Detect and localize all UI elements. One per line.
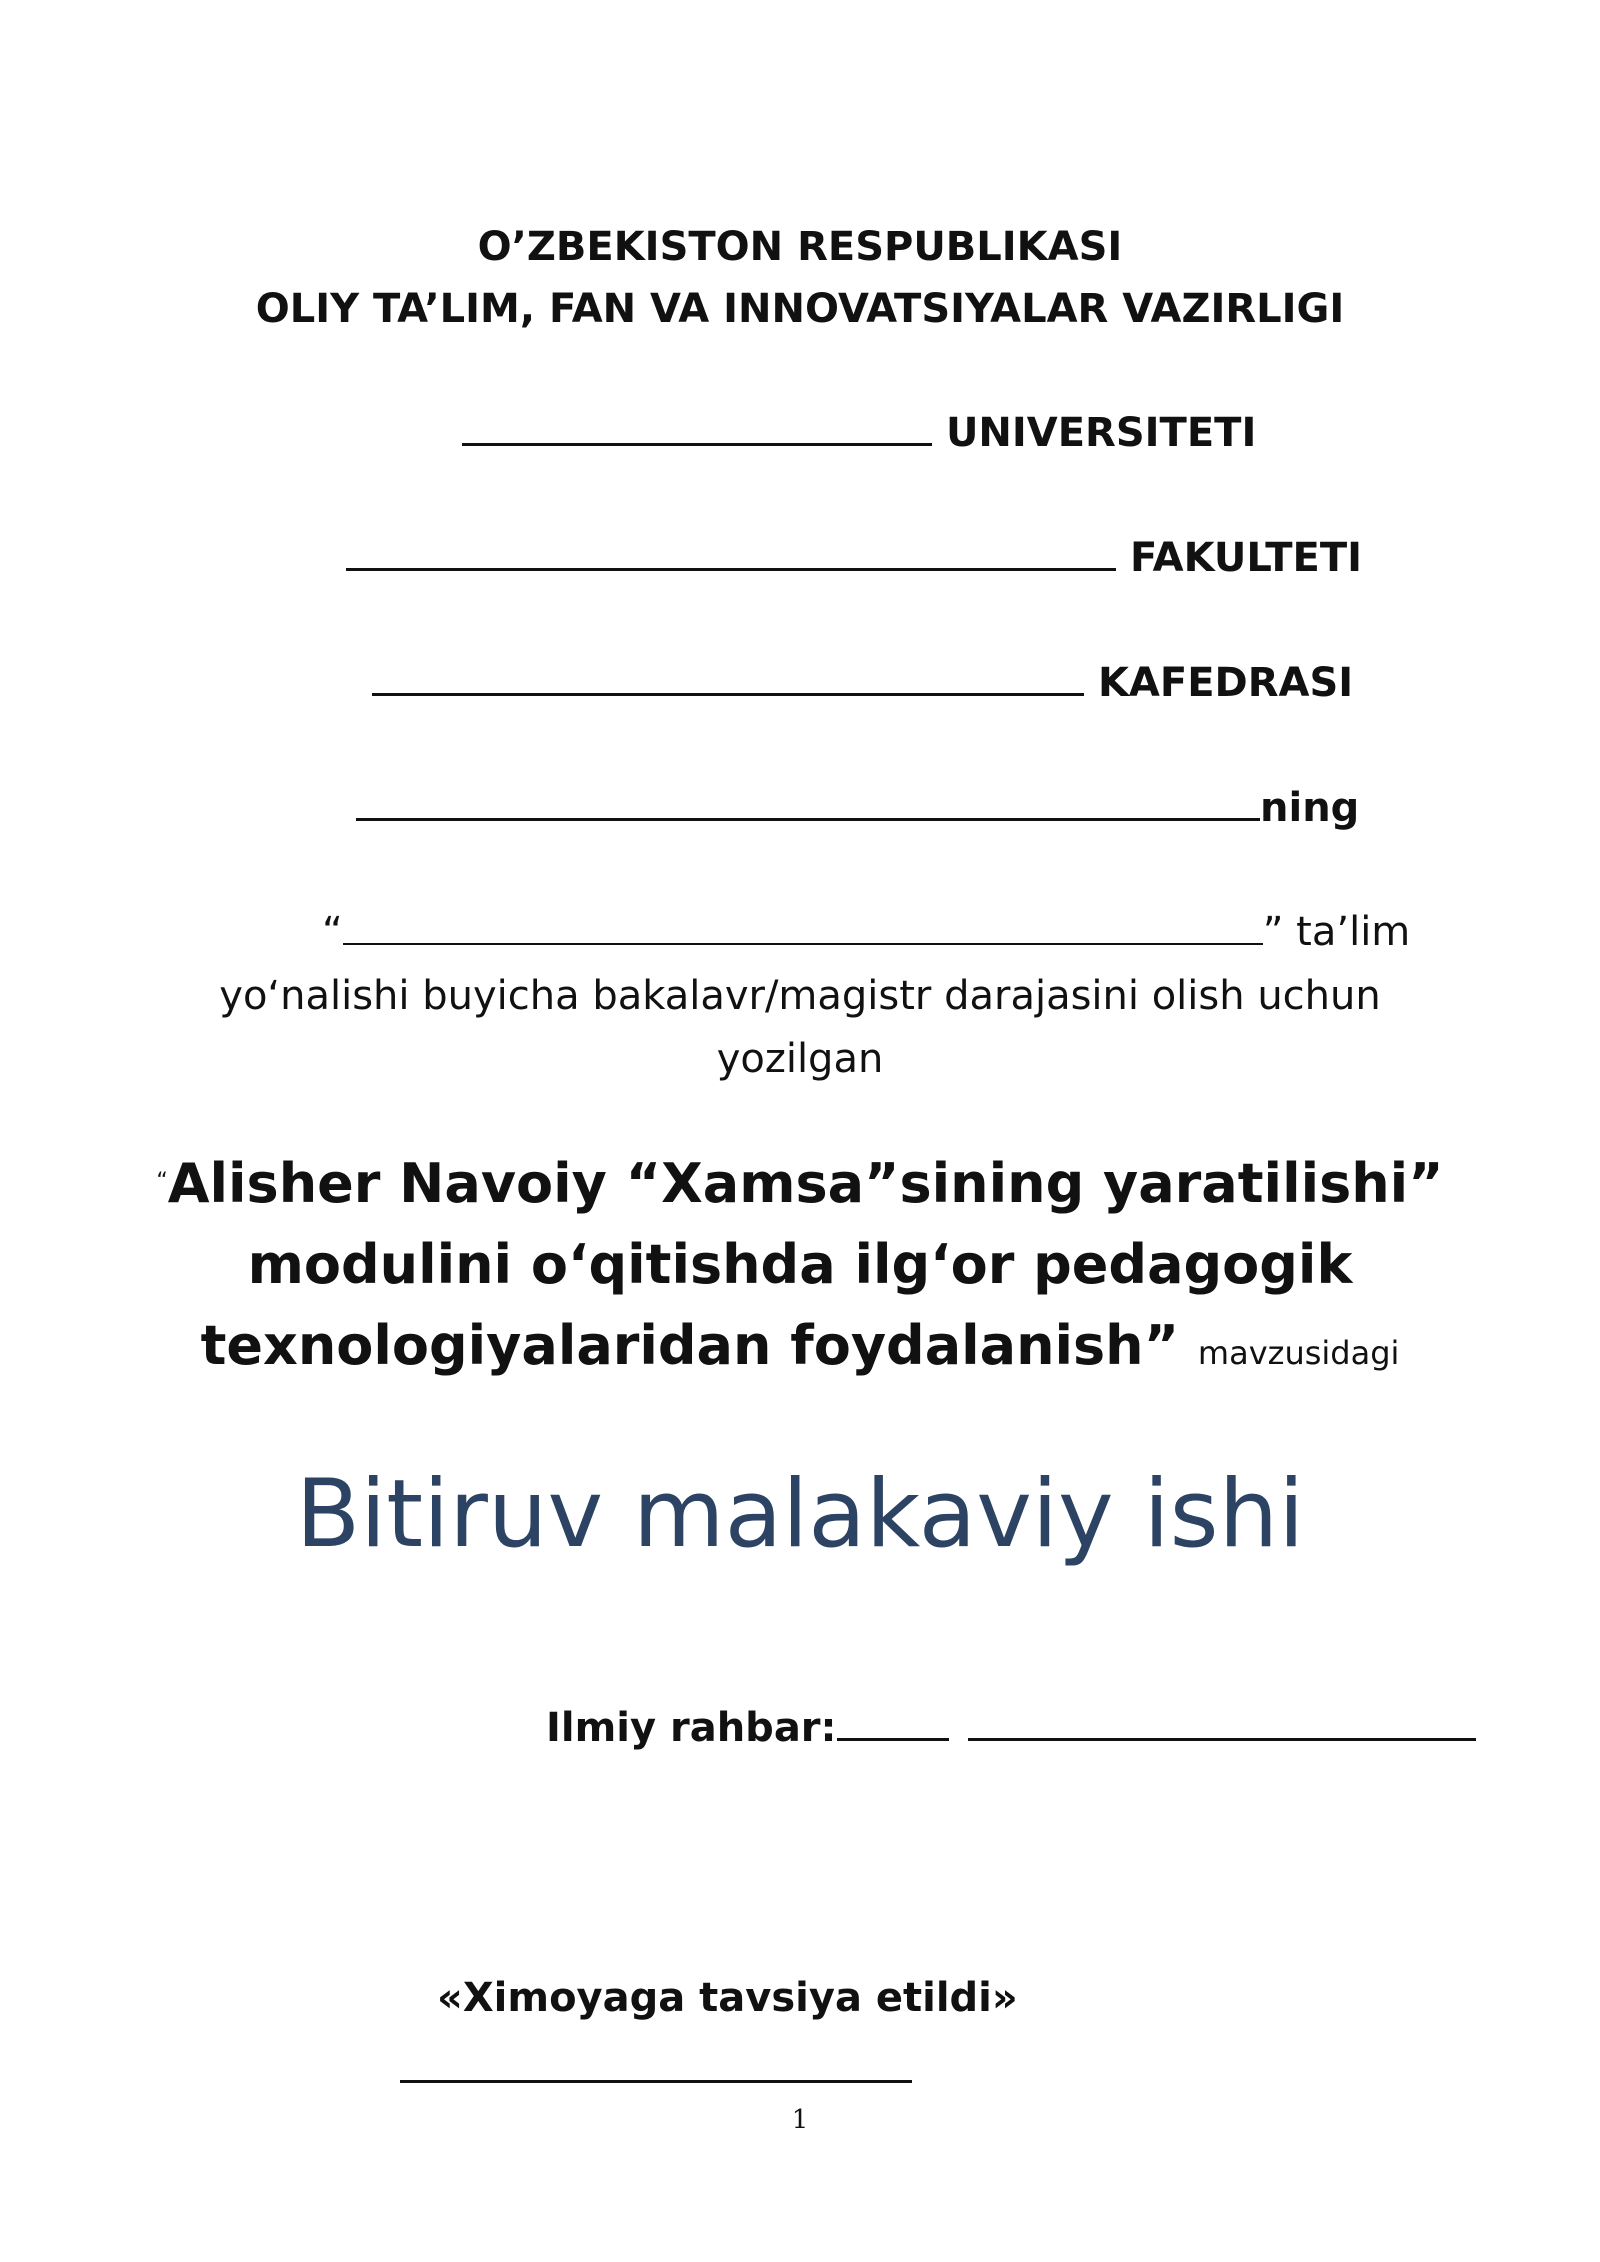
department-label: KAFEDRASI: [1097, 660, 1354, 706]
topic-open-mark: “: [156, 1169, 168, 1194]
topic-title-text-3: texnologiyalaridan foydalanish”: [200, 1314, 1180, 1377]
topic-title-line-3: [0, 1314, 1600, 1377]
faculty-label: FAKULTETI: [1129, 535, 1363, 581]
faculty-blank: [346, 540, 1116, 571]
direction-close-label: ” ta’lim: [1262, 909, 1411, 955]
degree-purpose-line: yo‘nalishi buyicha bakalavr/magistr darajasini olish uchun: [219, 973, 1381, 1019]
work-type-title: Bitiruv malakaviy ishi: [295, 1460, 1305, 1569]
department-field: [372, 660, 1353, 706]
faculty-field: [346, 535, 1362, 581]
ministry-name-line: OLIY TA’LIM, FAN VA INNOVATSIYALAR VAZIRLIGI: [255, 286, 1345, 332]
university-blank: [462, 415, 932, 446]
student-field: [356, 785, 1359, 831]
direction-open-quote: “: [322, 909, 343, 955]
supervisor-degree-blank: [837, 1710, 949, 1741]
topic-title-text-1: Alisher Navoiy “Xamsa”sining yaratilishi”: [167, 1152, 1444, 1215]
defense-signature-blank: [400, 2052, 912, 2083]
university-label: UNIVERSITETI: [945, 410, 1257, 456]
defense-recommendation: «Ximoyaga tavsiya etildi»: [437, 1975, 1018, 2021]
student-blank: [356, 790, 1260, 821]
topic-title-line-2: modulini o‘qitishda ilg‘or pedagogik: [247, 1233, 1353, 1296]
university-field: [462, 410, 1256, 456]
student-suffix: ning: [1260, 785, 1360, 831]
department-blank: [372, 665, 1084, 696]
supervisor-field: [546, 1705, 1476, 1751]
degree-purpose-line-end: yozilgan: [716, 1036, 884, 1082]
direction-field: [322, 909, 1410, 955]
ministry-country-line: O’ZBEKISTON RESPUBLIKASI: [477, 224, 1123, 270]
page-number: 1: [791, 2105, 809, 2135]
direction-blank: [343, 915, 1263, 945]
topic-title-line-1: [0, 1152, 1600, 1215]
supervisor-label: Ilmiy rahbar:: [546, 1705, 837, 1751]
supervisor-name-blank: [968, 1710, 1476, 1741]
topic-suffix: mavzusidagi: [1197, 1334, 1400, 1372]
